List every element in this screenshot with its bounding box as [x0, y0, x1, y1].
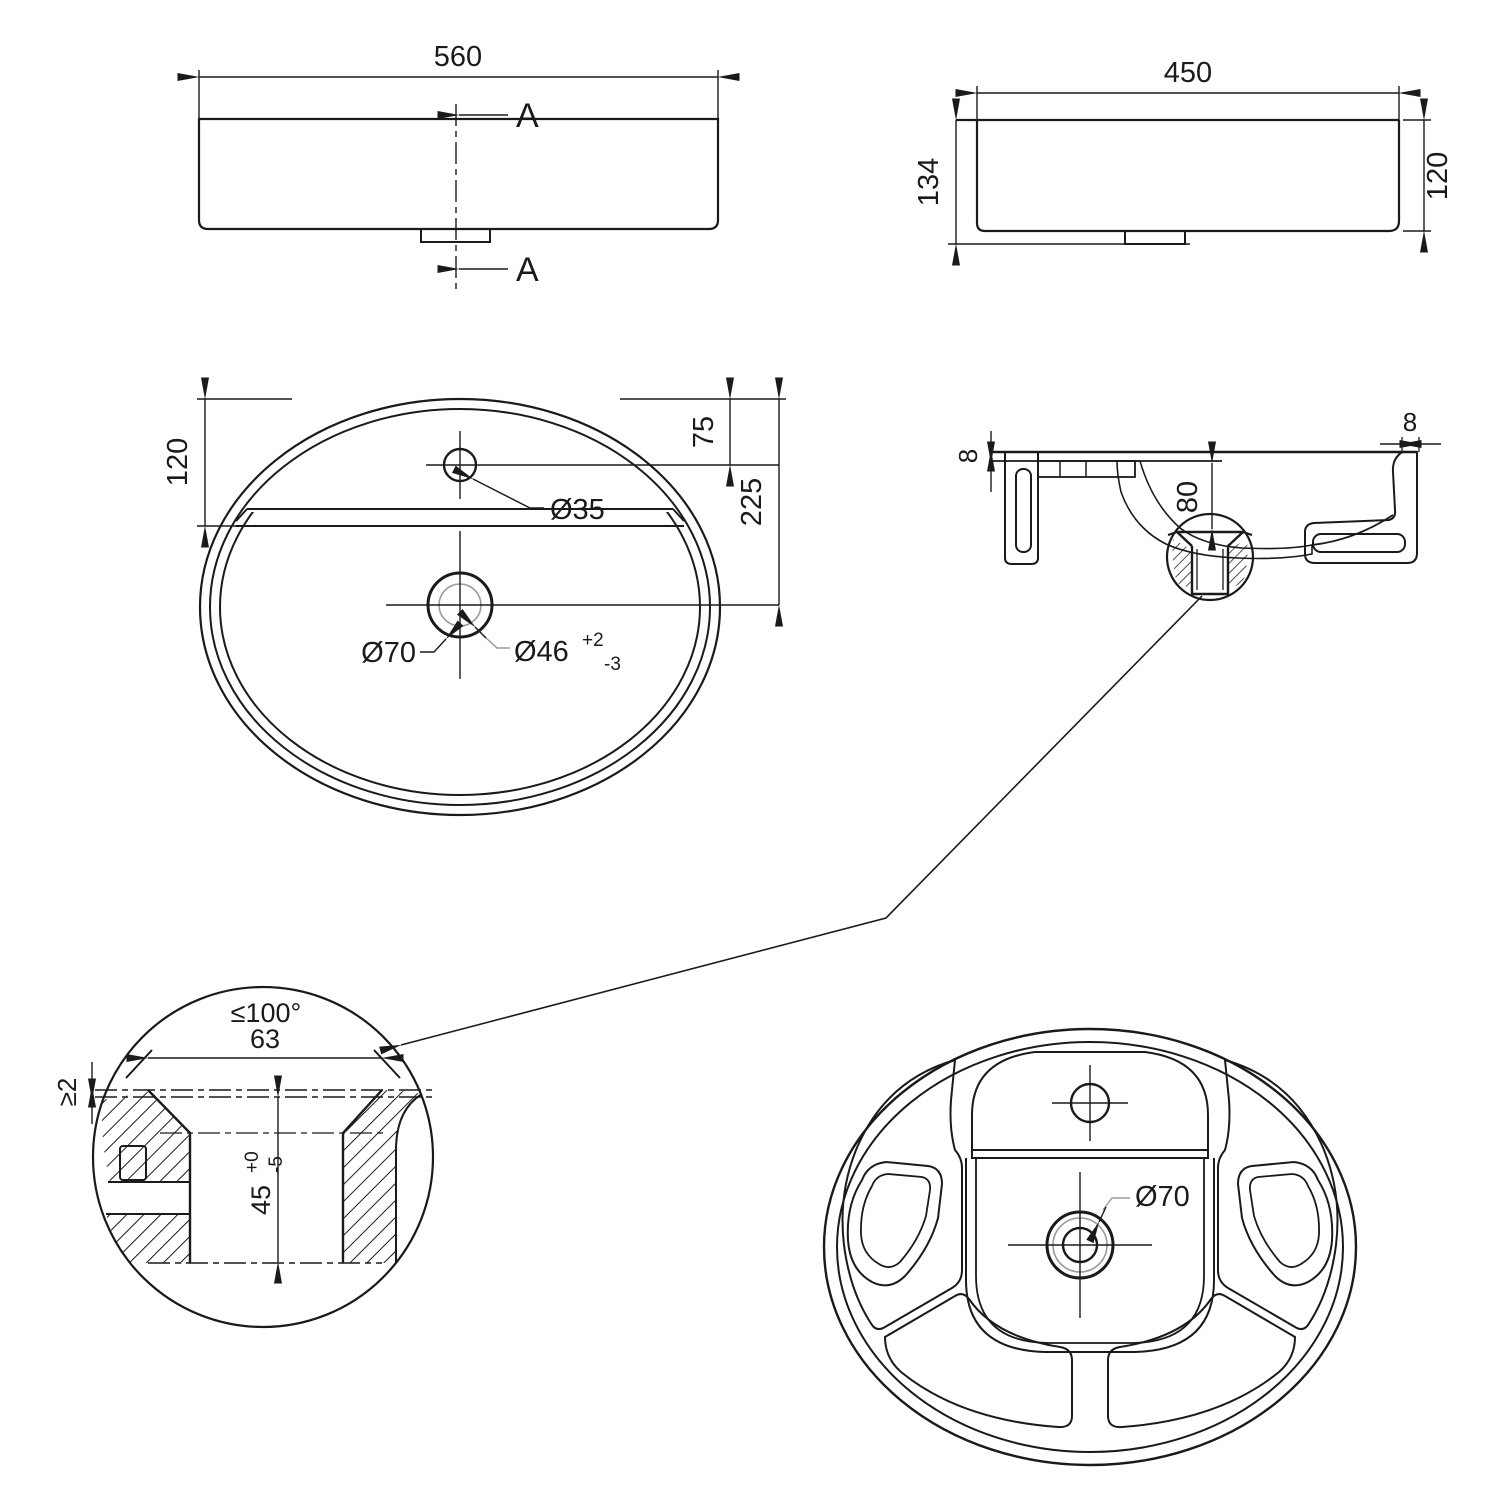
bottom-left-ear-panel — [843, 1060, 963, 1329]
detail-width-label: 63 — [249, 1024, 281, 1054]
drain-inner-tol-sub: -3 — [604, 654, 621, 675]
section-depth-label: 80 — [1172, 480, 1204, 514]
drain-outer-leader — [420, 639, 446, 652]
side-height-body-label: 120 — [1422, 151, 1454, 201]
front-body-outline — [199, 119, 718, 229]
detail-depth-label: 45 — [246, 1184, 276, 1215]
front-width-label: 560 — [433, 41, 483, 73]
section-marker-bottom: A — [516, 251, 539, 289]
section-bowl-shell — [1117, 461, 1312, 559]
bottom-right-panel — [1108, 1294, 1295, 1427]
plan-view — [162, 399, 786, 815]
side-height-total-label: 134 — [913, 157, 945, 207]
bottom-drain-dia-label: Ø70 — [1135, 1181, 1190, 1213]
detail-hatch-right — [343, 1090, 422, 1263]
section-mount-slot — [1016, 469, 1031, 552]
side-drain-fitting — [1125, 231, 1185, 244]
plan-drain-offset-label: 225 — [736, 477, 768, 527]
drain-inner-tol-sup: +2 — [582, 630, 604, 651]
detail-depth-tol-sub: -5 — [266, 1156, 287, 1173]
detail-hatch-left-lower — [106, 1214, 189, 1263]
chamfer-edge-mark — [374, 1050, 400, 1078]
drain-outer-dia-label: Ø70 — [361, 637, 416, 669]
tap-hole-leader — [473, 479, 544, 508]
side-body-outline — [977, 120, 1399, 231]
tap-hole-dia-label: Ø35 — [550, 494, 605, 526]
drain-inner-dia-label: Ø46 — [514, 636, 569, 668]
detail-min-edge-label: ≥2 — [52, 1077, 82, 1107]
bottom-view — [824, 1029, 1356, 1465]
bottom-right-ear-panel — [1218, 1060, 1338, 1329]
plan-tap-offset-label: 75 — [688, 415, 720, 449]
section-marker-top: A — [516, 97, 539, 135]
bottom-left-pocket-inner — [861, 1174, 930, 1267]
section-right-wall — [1305, 452, 1417, 563]
section-rim-thickness-label: 8 — [953, 448, 983, 464]
detail-depth-tol-sup: +0 — [242, 1151, 263, 1173]
chamfer-edge-mark — [126, 1050, 152, 1078]
detail-depth-label-group — [242, 1151, 287, 1215]
detail-view — [52, 987, 433, 1327]
detail-angle-label: ≤100° — [230, 998, 302, 1028]
drain-inner-leader — [484, 636, 510, 648]
bottom-drain-leader — [1103, 1198, 1130, 1210]
section-wall-thickness-label: 8 — [1402, 407, 1418, 437]
front-view — [199, 41, 718, 290]
plan-back-ledge-label: 120 — [162, 437, 194, 487]
bottom-left-panel — [885, 1294, 1072, 1427]
side-width-label: 450 — [1163, 57, 1213, 89]
side-view — [913, 57, 1454, 244]
bottom-right-pocket-inner — [1250, 1174, 1319, 1267]
section-tap-hole-gap — [1060, 463, 1086, 476]
